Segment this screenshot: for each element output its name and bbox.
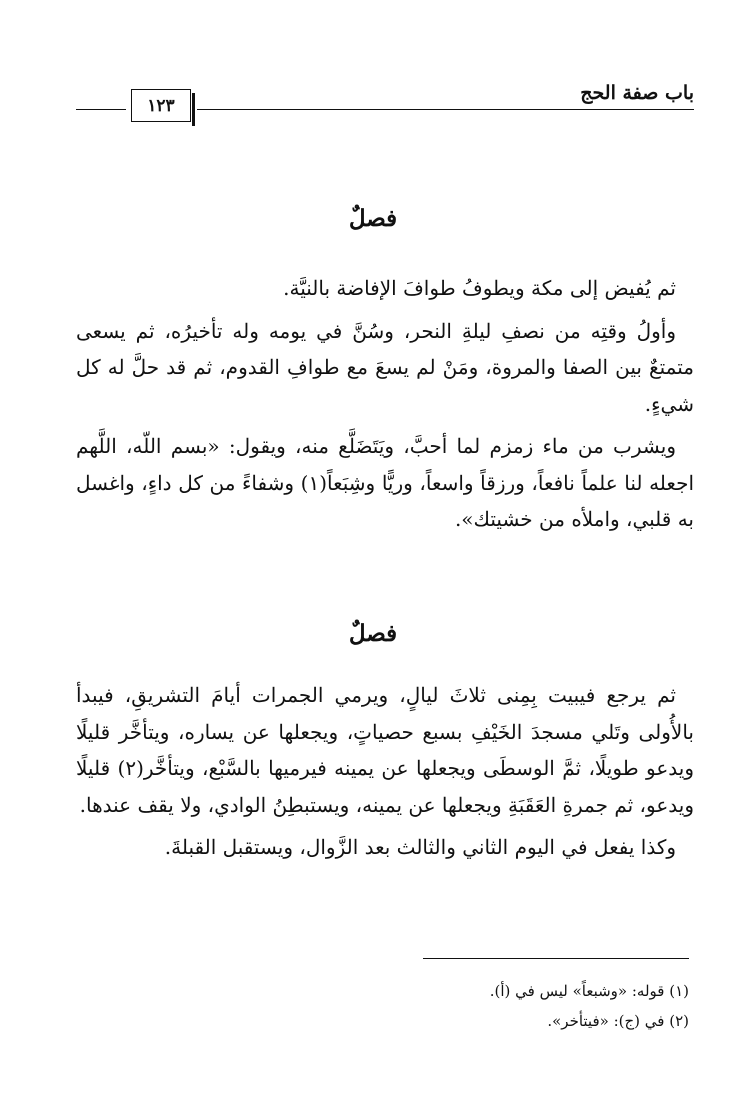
header-rule (197, 109, 694, 110)
paragraph: ويشرب من ماء زمزم لما أحبَّ، ويَتَضَلَّع منه، ويقول: «بسم اللّه، اللَّهم اجعله لنا علماً نافعاً، ورزقاً واسعاً، وريًّا وشِبَعاً(١) وشفاءً من كل داءٍ، واغسل به قلبي، واملأه من خشيتك». (76, 434, 694, 531)
footnotes (76, 976, 689, 1036)
section-heading-2: فصلٌ (348, 620, 398, 647)
paragraph: وأولُ وقتِه من نصفِ ليلةِ النحر، وسُنَّ في يومه وله تأخيرُه، ثم يسعى متمتعٌ بين الصفا والمروة، ومَنْ لم يسعَ مع طوافِ القدوم، ثم قد حلَّ له كل شيءٍ. (76, 318, 694, 416)
page-number: ١٢٣ (147, 95, 175, 116)
section-2-body (76, 677, 694, 866)
section-1-body (76, 270, 694, 538)
header-rule-left (76, 109, 126, 110)
paragraph: ثم يرجع فيبيت بِمِنى ثلاثَ ليالٍ، ويرمي الجمرات أيامَ التشريقِ، فيبدأ بالأُولى وتَلي مسجدَ الخَيْفِ بسبع حصياتٍ، ويجعلها عن يساره، ويتأخَّر قليلًا ويدعو طويلًا، ثمَّ الوسطَى ويجعلها عن يمينه فيرميها بالسَّبْع، ويتأخَّر(٢) قليلًا ويدعو، ثم جمرةِ العَقَبَةِ ويجعلها عن يمينه، ويستبطِنُ الوادي، ولا يقف عندها. (76, 683, 694, 817)
footnote-2: (٢) في (ج): «فيتأخر». (547, 1012, 689, 1030)
footnote-separator (423, 958, 689, 959)
footnote-1: (١) قوله: «وشبعاً» ليس في (أ). (489, 982, 689, 1000)
paragraph: وكذا يفعل في اليوم الثاني والثالث بعد الزَّوال، ويستقبل القبلةَ. (164, 835, 676, 859)
section-heading-1: فصلٌ (348, 205, 398, 232)
chapter-title: باب صفة الحج (580, 82, 694, 104)
paragraph: ثم يُفيض إلى مكة ويطوفُ طوافَ الإفاضة بالنيَّة. (283, 276, 676, 300)
page-number-box (131, 89, 191, 122)
